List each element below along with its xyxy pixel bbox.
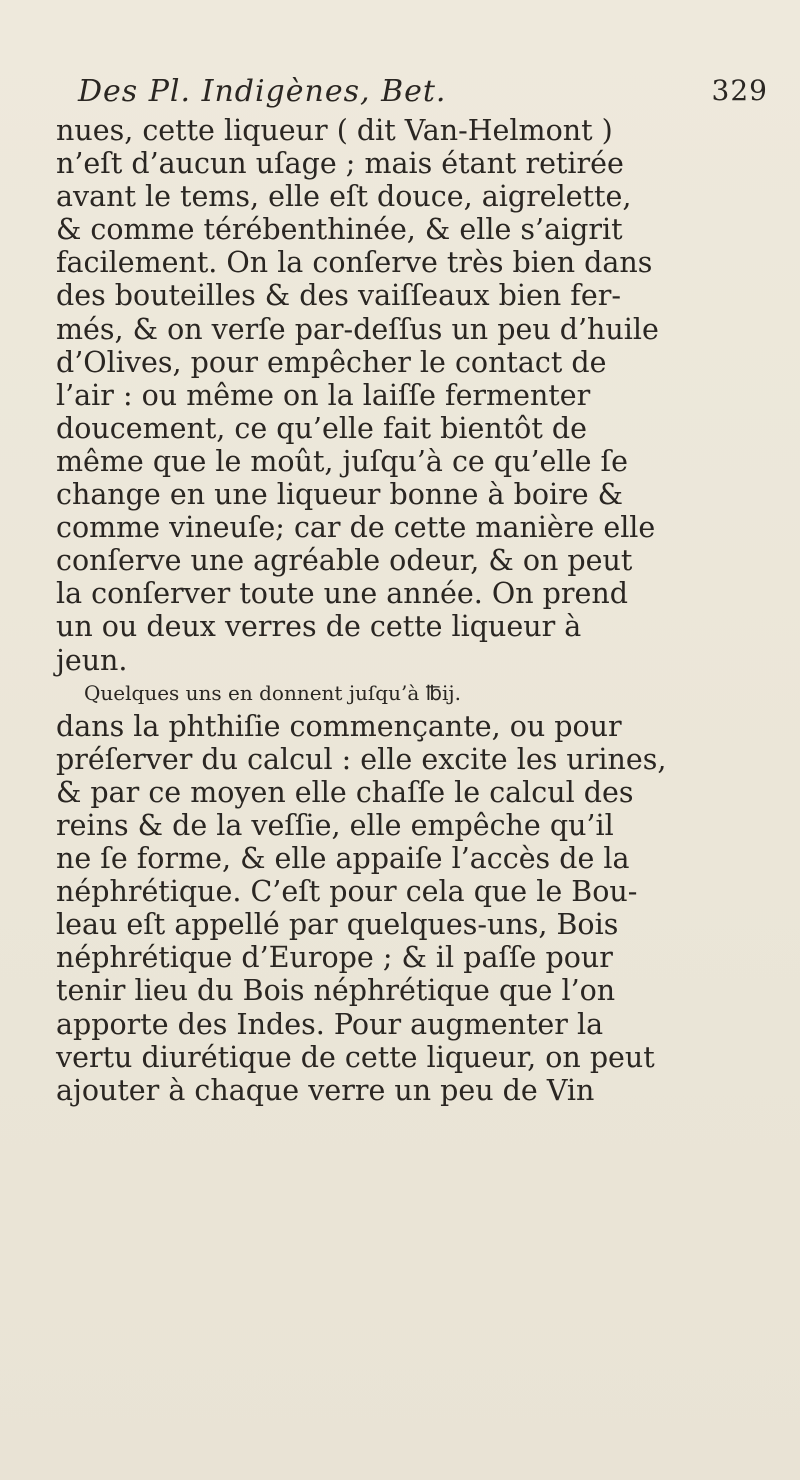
text-line: & comme térébenthinée, & elle s’aigrit bbox=[56, 213, 623, 247]
text-line: dans la phthiſie commençante, ou pour bbox=[56, 709, 622, 743]
text-line: un ou deux verres de cette liqueur à bbox=[56, 610, 582, 644]
text-line: change en une liqueur bonne à boire & bbox=[56, 478, 624, 512]
text-line: conſerve une agréable odeur, & on peut bbox=[56, 544, 633, 578]
text-line: nues, cette liqueur ( dit Van-Helmont ) bbox=[56, 114, 613, 147]
text-line: n’eſt d’aucun uſage ; mais étant retirée bbox=[56, 147, 624, 181]
text-line: l’air : ou même on la laiſſe fermenter bbox=[56, 378, 591, 412]
text-line: même que le moût, juſqu’à ce qu’elle ſe bbox=[56, 444, 628, 478]
page-number: 329 bbox=[711, 74, 768, 107]
text-line: ne ſe forme, & elle appaiſe l’accès de la bbox=[56, 842, 630, 876]
text-line: reins & de la veſſie, elle empêche qu’il bbox=[56, 808, 614, 842]
text-line: doucement, ce qu’elle fait bientôt de bbox=[56, 411, 587, 445]
text-line: vertu diurétique de cette liqueur, on peut bbox=[56, 1040, 655, 1074]
text-line: apporte des Indes. Pour augmenter la bbox=[56, 1007, 604, 1041]
text-line: leau eſt appellé par quelques-uns, Bois bbox=[56, 908, 619, 942]
text-line: la conſerver toute une année. On prend bbox=[56, 577, 628, 611]
text-line: facilement. On la conſerve très bien dans bbox=[56, 246, 653, 280]
text-line: néphrétique. C’eſt pour cela que le Bou- bbox=[56, 875, 638, 909]
text-line: néphrétique d’Europe ; & il paſſe pour bbox=[56, 941, 613, 975]
text-line: des bouteilles & des vaiſſeaux bien fer- bbox=[56, 279, 621, 313]
body-text bbox=[56, 114, 756, 1107]
text-line: & par ce moyen elle chaſſe le calcul des bbox=[56, 775, 634, 809]
text-line: ajouter à chaque verre un peu de Vin bbox=[56, 1073, 595, 1107]
text-line: tenir lieu du Bois néphrétique que l’on bbox=[56, 974, 616, 1008]
running-header bbox=[78, 74, 768, 110]
text-line: avant le tems, elle eſt douce, aigrelette, bbox=[56, 180, 632, 214]
running-title: Des Pl. Indigènes, Bet. bbox=[78, 74, 447, 109]
text-line: comme vineuſe; car de cette manière elle bbox=[56, 511, 656, 545]
text-line: Quelques uns en donnent juſqu’à ℔ij. bbox=[84, 680, 461, 705]
text-line: préſerver du calcul : elle excite les urines, bbox=[56, 742, 667, 776]
text-line: més, & on verſe par-deſſus un peu d’huile bbox=[56, 312, 659, 346]
text-line: d’Olives, pour empêcher le contact de bbox=[56, 345, 607, 379]
text-line: jeun. bbox=[56, 643, 128, 677]
